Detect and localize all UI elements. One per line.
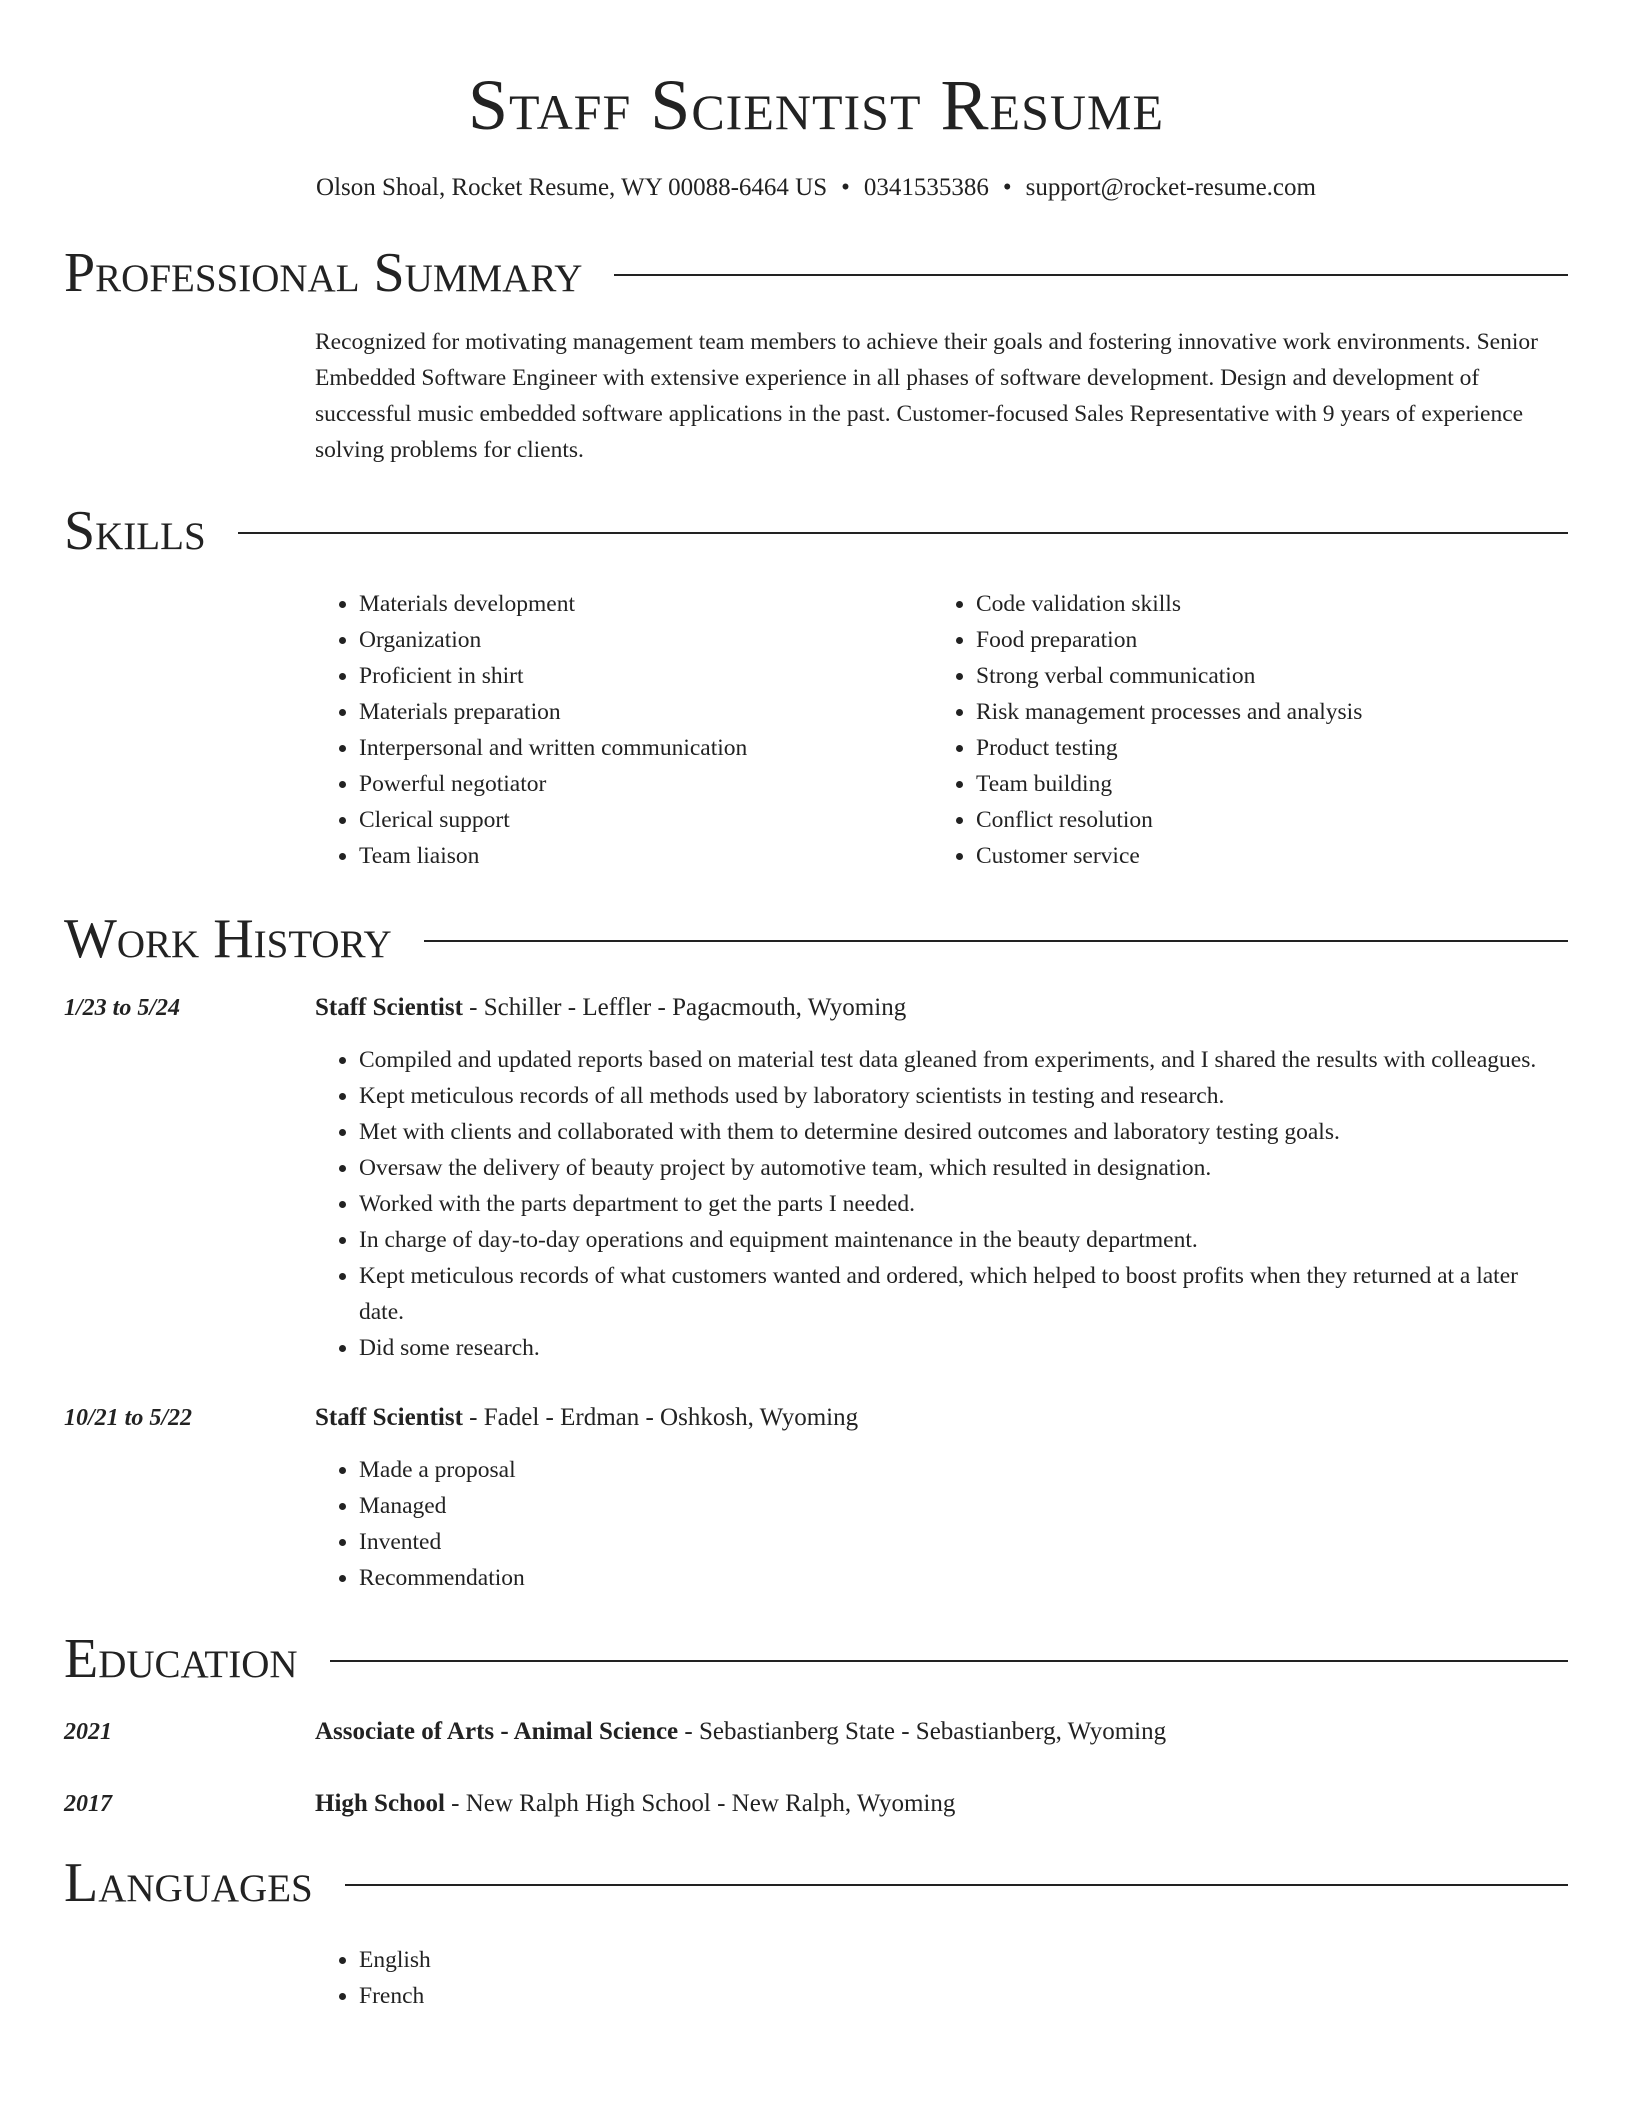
skills-section-header <box>64 498 1568 564</box>
skill-item: • Conflict resolution <box>976 802 1549 838</box>
skill-item: • Team building <box>976 766 1549 802</box>
skill-item: • Risk management processes and analysis <box>976 694 1549 730</box>
skills-column-right <box>932 586 1549 874</box>
skill-item: • Materials development <box>359 586 932 622</box>
education-section-header <box>64 1626 1568 1692</box>
job-bullet: • Invented <box>359 1524 1568 1560</box>
job-body <box>315 1400 1568 1596</box>
skill-item: • Organization <box>359 622 932 658</box>
skill-item: • Clerical support <box>359 802 932 838</box>
skill-item: • Powerful negotiator <box>359 766 932 802</box>
education-heading: Education <box>64 1628 298 1690</box>
education-entry <box>64 1786 1568 1822</box>
skill-item: • Interpersonal and written communication <box>359 730 932 766</box>
job-title: Staff Scientist <box>315 1404 463 1431</box>
job-heading-line <box>315 1400 1568 1436</box>
education-degree: High School <box>315 1790 445 1817</box>
language-item: • English <box>359 1942 1568 1978</box>
section-divider <box>614 274 1568 276</box>
job-heading-line <box>315 990 1568 1026</box>
contact-phone: 0341535386 <box>863 174 989 201</box>
job-title: Staff Scientist <box>315 994 463 1021</box>
summary-section-header <box>64 240 1568 306</box>
skill-item: • Product testing <box>976 730 1549 766</box>
contact-separator: • <box>1002 174 1012 201</box>
education-line <box>315 1786 1568 1822</box>
job-bullet: • Did some research. <box>359 1330 1568 1366</box>
section-divider <box>345 1884 1568 1886</box>
skill-item: • Code validation skills <box>976 586 1549 622</box>
contact-separator: • <box>841 174 850 201</box>
job-bullet: • Made a proposal <box>359 1452 1568 1488</box>
summary-text: Recognized for motivating management team members to achieve their goals and fostering innovative work environments. Senior Embedded Software Engineer with extensive experience in all phases of software development. Design and development of successful music embedded software applications in the past. Customer-focused Sales Representative with 9 years of experience solving problems for clients. <box>315 329 1538 463</box>
languages-heading: Languages <box>64 1852 313 1914</box>
languages-list <box>64 1942 1568 2014</box>
job-bullet: • Managed <box>359 1488 1568 1524</box>
job-entry <box>64 990 1568 1366</box>
job-date: 10/21 to 5/22 <box>64 1405 193 1431</box>
languages-section-header <box>64 1850 1568 1916</box>
education-date: 2017 <box>64 1791 112 1817</box>
section-divider <box>330 1660 1568 1662</box>
resume-title: Staff Scientist Resume <box>467 65 1165 145</box>
skill-item: • Customer service <box>976 838 1549 874</box>
skill-item: • Food preparation <box>976 622 1549 658</box>
education-entry <box>64 1714 1568 1750</box>
contact-email[interactable]: support@rocket-resume.com <box>1025 174 1316 201</box>
skill-item: • Strong verbal communication <box>976 658 1549 694</box>
skill-item: • Proficient in shirt <box>359 658 932 694</box>
education-line <box>315 1714 1568 1750</box>
job-employer: - Fadel - Erdman - Oshkosh, Wyoming <box>462 1404 859 1431</box>
job-bullet: • Compiled and updated reports based on material test data gleaned from experiments, and I shared the results with colleagues. <box>359 1042 1568 1078</box>
education-degree: Associate of Arts - Animal Science <box>315 1718 679 1745</box>
skills-list <box>64 586 1568 874</box>
education-body <box>315 1786 1568 1822</box>
education-body <box>315 1714 1568 1750</box>
job-bullet: • Recommendation <box>359 1560 1568 1596</box>
language-item: • French <box>359 1978 1568 2014</box>
job-body <box>315 990 1568 1366</box>
job-bullet: • Oversaw the delivery of beauty project by automotive team, which resulted in designation. <box>359 1150 1568 1186</box>
contact-address: Olson Shoal, Rocket Resume, WY 00088-6464 US <box>316 174 828 201</box>
skill-item: • Team liaison <box>359 838 932 874</box>
summary-heading: Professional Summary <box>64 242 583 304</box>
job-bullet: • Worked with the parts department to get the parts I needed. <box>359 1186 1568 1222</box>
education-date: 2021 <box>64 1719 112 1745</box>
job-bullet: • Met with clients and collaborated with them to determine desired outcomes and laboratory testing goals. <box>359 1114 1568 1150</box>
education-school: - Sebastianberg State - Sebastianberg, Wyoming <box>678 1718 1167 1745</box>
job-employer: - Schiller - Leffler - Pagacmouth, Wyoming <box>462 994 907 1021</box>
section-divider <box>238 532 1568 534</box>
skills-heading: Skills <box>64 500 206 562</box>
work-section-header <box>64 906 1568 972</box>
job-bullet: • In charge of day-to-day operations and equipment maintenance in the beauty department. <box>359 1222 1568 1258</box>
skill-item: • Materials preparation <box>359 694 932 730</box>
job-entry <box>64 1400 1568 1596</box>
section-divider <box>424 940 1568 942</box>
job-bullet: • Kept meticulous records of what customers wanted and ordered, which helped to boost profits when they returned at a later date. <box>359 1258 1568 1330</box>
education-school: - New Ralph High School - New Ralph, Wyoming <box>444 1790 956 1817</box>
skills-column-left <box>315 586 932 874</box>
job-date: 1/23 to 5/24 <box>64 995 181 1021</box>
job-bullet: • Kept meticulous records of all methods used by laboratory scientists in testing and research. <box>359 1078 1568 1114</box>
work-heading: Work History <box>64 908 392 970</box>
contact-line <box>64 172 1568 204</box>
